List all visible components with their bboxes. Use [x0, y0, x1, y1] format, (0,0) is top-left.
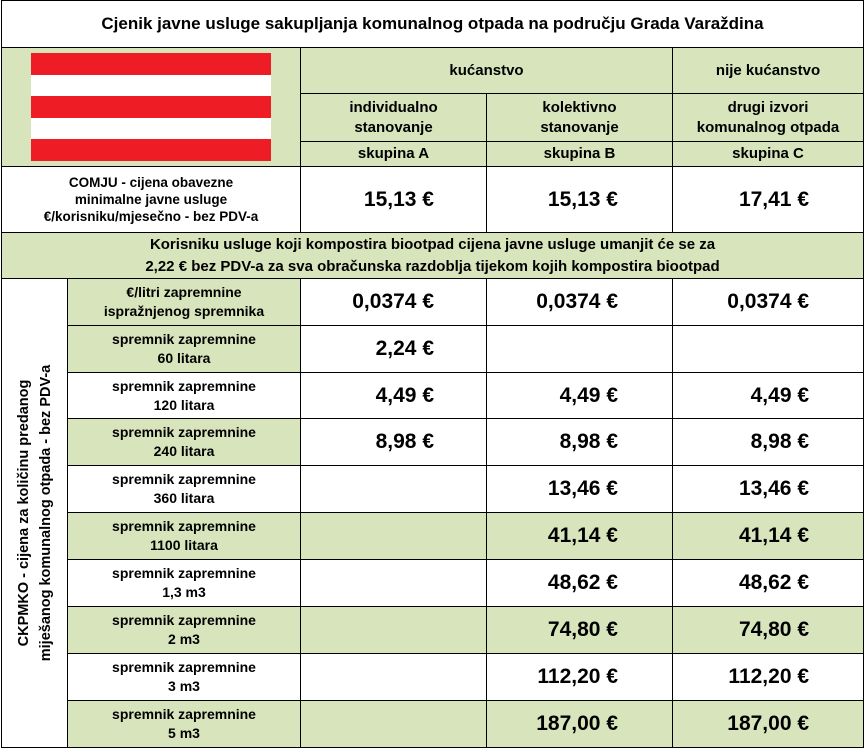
price-c: 0,0374 € — [673, 279, 864, 326]
price-a — [301, 607, 487, 654]
price-c: 48,62 € — [673, 560, 864, 607]
price-list-table — [1, 0, 864, 748]
row-label-line2: 5 m3 — [168, 725, 200, 741]
row-label — [68, 607, 301, 654]
row-label-line2: 1100 litara — [150, 537, 218, 553]
row-label-line2: 240 litara — [153, 443, 215, 459]
ckpmko-vertical-label — [2, 279, 68, 748]
row-label — [68, 701, 301, 748]
price-a — [301, 513, 487, 560]
row-label-line2: ispražnjenog spremnika — [103, 303, 265, 319]
row-label-line1: spremnik zapremnine — [112, 424, 256, 440]
price-b: 48,62 € — [487, 560, 673, 607]
comju-price-b: 15,13 € — [487, 167, 673, 233]
price-b: 0,0374 € — [487, 279, 673, 326]
price-b: 13,46 € — [487, 466, 673, 513]
ckpmko-vertical-line2: miješanog komunalnog otpada - bez PDV-a — [37, 364, 54, 662]
price-b: 41,14 € — [487, 513, 673, 560]
row-label — [68, 513, 301, 560]
not-household-header: nije kućanstvo — [673, 48, 864, 94]
comju-label-line2: minimalne javne usluge — [74, 192, 228, 207]
col-b-line2: stanovanje — [540, 118, 619, 136]
row-label-line1: spremnik zapremnine — [112, 377, 256, 394]
composting-note-line2: 2,22 € bez PDV-a za sva obračunska razdoblja tijekom kojih kompostira biootpad — [145, 257, 720, 275]
col-c-line2: komunalnog otpada — [696, 118, 840, 136]
row-label — [68, 560, 301, 607]
comju-price-c: 17,41 € — [673, 167, 864, 233]
row-label — [68, 326, 301, 373]
composting-note-line1: Korisniku usluge koji kompostira biootpad cijena javne usluge umanjit će se za — [149, 235, 716, 253]
price-c: 8,98 € — [673, 419, 864, 466]
col-a-header — [301, 94, 487, 142]
row-label-line1: spremnik zapremnine — [112, 659, 256, 675]
comju-price-a: 15,13 € — [301, 167, 487, 233]
page-title: Cjenik javne usluge sakupljanja komunalnog otpada na području Grada Varaždina — [2, 1, 864, 48]
row-label — [68, 279, 301, 326]
row-label — [68, 419, 301, 466]
row-label-line1: spremnik zapremnine — [112, 331, 256, 347]
composting-note — [2, 233, 864, 279]
price-a — [301, 466, 487, 513]
price-b: 4,49 € — [487, 373, 673, 419]
price-c: 187,00 € — [673, 701, 864, 748]
price-c: 4,49 € — [673, 373, 864, 419]
price-b — [487, 326, 673, 373]
col-b-line1: kolektivno — [542, 98, 617, 116]
row-label — [68, 654, 301, 701]
flag-cell — [2, 48, 301, 167]
comju-label-line3: €/korisniku/mjesečno - bez PDV-a — [43, 209, 259, 224]
price-a — [301, 560, 487, 607]
row-label-line2: 1,3 m3 — [162, 584, 206, 600]
price-b: 112,20 € — [487, 654, 673, 701]
comju-label-line1: COMJU - cijena obavezne — [68, 175, 234, 190]
price-c: 13,46 € — [673, 466, 864, 513]
price-b: 187,00 € — [487, 701, 673, 748]
row-label-line2: 60 litara — [157, 350, 211, 366]
col-b-header — [487, 94, 673, 142]
ckpmko-vertical-line1: CKPMKO - cijena za količinu predanog — [15, 379, 32, 647]
col-a-line2: stanovanje — [354, 118, 433, 136]
row-label-line2: 2 m3 — [168, 631, 200, 647]
comju-label — [2, 167, 301, 233]
price-c: 74,80 € — [673, 607, 864, 654]
row-label-line1: €/litri zapremnine — [126, 284, 242, 300]
row-label-line1: spremnik zapremnine — [112, 612, 256, 628]
group-b-label: skupina B — [487, 142, 673, 167]
price-c — [673, 326, 864, 373]
row-label — [68, 466, 301, 513]
price-c: 41,14 € — [673, 513, 864, 560]
price-a: 2,24 € — [301, 326, 487, 373]
row-label-line1: spremnik zapremnine — [112, 706, 256, 722]
group-a-label: skupina A — [301, 142, 487, 167]
price-a — [301, 701, 487, 748]
price-a: 4,49 € — [301, 373, 487, 419]
price-a: 0,0374 € — [301, 279, 487, 326]
row-label-line2: 120 litara — [153, 396, 215, 413]
col-c-header — [673, 94, 864, 142]
row-label-line2: 360 litara — [153, 490, 215, 506]
household-header: kućanstvo — [301, 48, 673, 94]
price-a — [301, 654, 487, 701]
varazdin-flag-icon — [31, 53, 271, 161]
row-label-line1: spremnik zapremnine — [112, 518, 256, 534]
group-c-label: skupina C — [673, 142, 864, 167]
price-b: 74,80 € — [487, 607, 673, 654]
row-label — [68, 373, 301, 419]
row-label-line1: spremnik zapremnine — [112, 565, 256, 581]
price-b: 8,98 € — [487, 419, 673, 466]
price-c: 112,20 € — [673, 654, 864, 701]
row-label-line1: spremnik zapremnine — [112, 471, 256, 487]
price-a: 8,98 € — [301, 419, 487, 466]
col-a-line1: individualno — [349, 98, 438, 116]
col-c-line1: drugi izvori — [727, 98, 809, 116]
row-label-line2: 3 m3 — [168, 678, 200, 694]
